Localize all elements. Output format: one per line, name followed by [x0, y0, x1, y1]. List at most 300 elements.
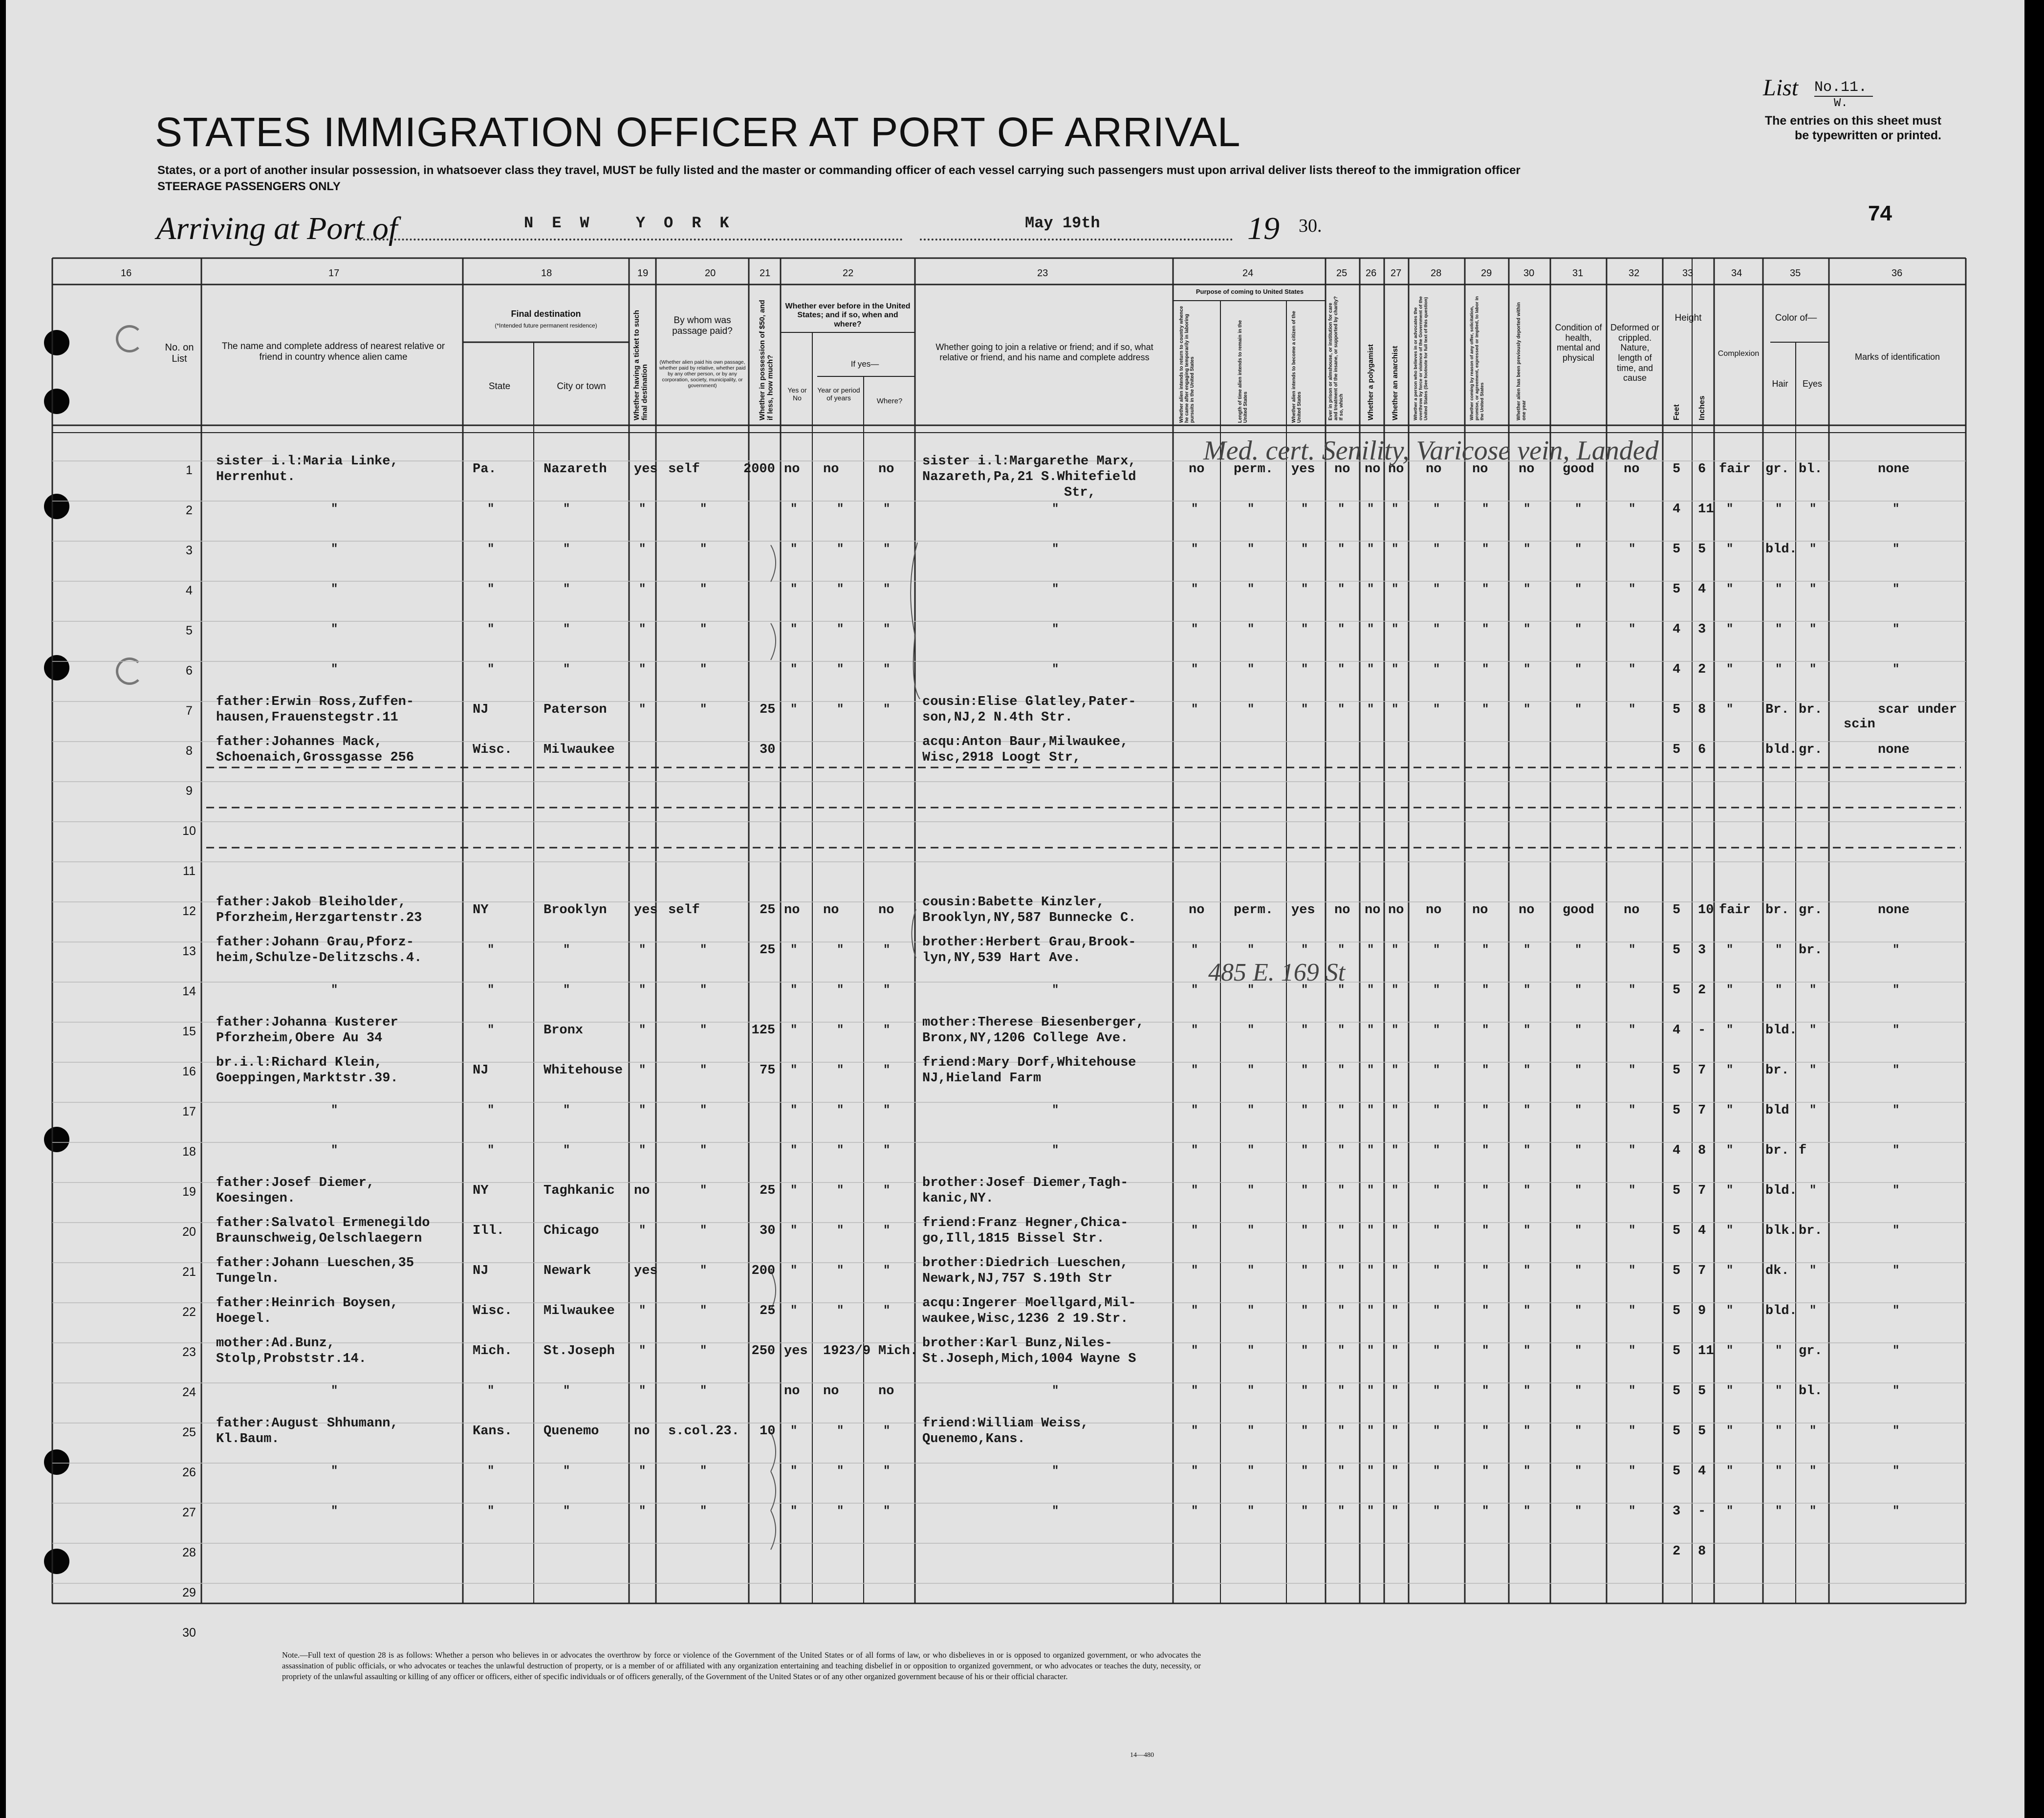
- ditto-mark: ": [1892, 1144, 1900, 1157]
- cell-join-1: mother:Therese Biesenberger,: [922, 1015, 1144, 1030]
- ditto-mark: ": [1247, 1384, 1255, 1398]
- cell-relative-1: father:Johannes Mack,: [216, 735, 383, 749]
- ditto-mark: ": [1338, 703, 1345, 716]
- cell-deformed: no: [1624, 462, 1640, 477]
- ditto-mark: ": [790, 703, 798, 716]
- ditto-mark: ": [1629, 623, 1636, 636]
- cell-join-1: cousin:Elise Glatley,Pater-: [922, 695, 1136, 709]
- cell-join-1: brother:Karl Bunz,Niles-: [922, 1336, 1112, 1351]
- ditto-mark: ": [563, 943, 570, 957]
- row-number: 15: [182, 1025, 196, 1038]
- ditto-mark: ": [1629, 503, 1636, 516]
- cell-state: NY: [473, 903, 489, 918]
- ditto-mark: ": [1392, 703, 1399, 716]
- ditto-mark: ": [563, 623, 570, 636]
- cell-inches: 6: [1698, 462, 1706, 477]
- cell-eyes: bl.: [1799, 462, 1823, 477]
- ditto-mark: ": [1809, 1304, 1817, 1317]
- ditto-mark: ": [1247, 543, 1255, 556]
- column-number: 18: [541, 268, 552, 279]
- ditto-mark: ": [1433, 984, 1440, 997]
- ditto-mark: ": [1247, 623, 1255, 636]
- ditto-mark: ": [1482, 1264, 1489, 1277]
- cell-relative-1: mother:Ad.Bunz,: [216, 1336, 335, 1351]
- ditto-mark: ": [790, 984, 798, 997]
- cell-inches: 5: [1698, 1424, 1706, 1439]
- ditto-mark: ": [1809, 1024, 1817, 1037]
- header-relative-address: The name and complete address of nearest relative or friend in country whence alien came: [221, 341, 445, 362]
- ditto-mark: ": [1726, 1424, 1734, 1438]
- ditto-mark: ": [331, 1465, 338, 1478]
- cell-money: 75: [760, 1063, 776, 1078]
- ditto-mark: ": [1575, 623, 1582, 636]
- column-number: 29: [1481, 268, 1492, 279]
- cell-relative-2: Pforzheim,Herzgartenstr.23: [216, 911, 422, 925]
- header-deported: Whether alien has been previously deported within one year: [1516, 302, 1527, 420]
- ditto-mark: ": [1809, 1264, 1817, 1277]
- ditto-mark: ": [883, 703, 891, 716]
- ditto-mark: ": [1367, 1224, 1374, 1237]
- column-number: 22: [843, 268, 854, 279]
- cell-hair: br.: [1765, 1143, 1789, 1158]
- cell-where: no: [878, 462, 894, 477]
- header-if-yes: If yes—: [850, 359, 879, 369]
- row-number: 21: [182, 1265, 196, 1279]
- ditto-mark: ": [639, 1144, 646, 1157]
- cell-relative-1: father:Josef Diemer,: [216, 1176, 375, 1190]
- ditto-mark: ": [1392, 583, 1399, 596]
- cell-eyes: gr.: [1799, 743, 1823, 757]
- cell-inches: 7: [1698, 1103, 1706, 1118]
- cell-feet: 5: [1673, 1183, 1681, 1198]
- arriving-label: Arriving at Port of: [156, 211, 398, 246]
- cell-join-1: brother:Diedrich Lueschen,: [922, 1256, 1129, 1270]
- cell-hair: bld.: [1765, 542, 1797, 557]
- ditto-mark: ": [1726, 1184, 1734, 1197]
- ditto-mark: ": [837, 1064, 844, 1077]
- cell-inches: 9: [1698, 1304, 1706, 1318]
- ditto-mark: ": [639, 943, 646, 957]
- header-anarchist: Whether an anarchist: [1391, 346, 1399, 420]
- ditto-mark: ": [1367, 943, 1374, 957]
- ditto-mark: ": [700, 943, 707, 957]
- ditto-mark: ": [1367, 1024, 1374, 1037]
- ditto-mark: ": [1726, 1024, 1734, 1037]
- header-hair: Hair: [1772, 379, 1788, 389]
- footnote: Note.—Full text of question 28 is as follows: Whether a person who believes in or advocates the overthrow by force or violence of the Government of the United States or of all forms of law, or who disbelieves in or is opposed to organized government, or who advocates the assassination of public officials, or who advocates or teaches the unlawful destruction of property, or is a member of or affiliated with any organization entertaining and teaching disbelief in or opposition to organized government, or who advocates or teaches the duty, necessity, or propriety of the unlawful assaulting or killing of any officer or officers, either of specific individuals or of officers generally, of the Government of the United States or of any other organized government because of his or their official character.: [282, 1650, 1201, 1681]
- ditto-mark: ": [790, 1184, 798, 1197]
- cell-money: 2000: [743, 462, 775, 477]
- header-final-destination-note: (*Intended future permanent residence): [495, 322, 597, 329]
- cell-city: Nazareth: [544, 462, 607, 477]
- ditto-mark: ": [790, 503, 798, 516]
- ditto-mark: ": [837, 1224, 844, 1237]
- ditto-mark: ": [563, 503, 570, 516]
- cell-year: no: [823, 462, 839, 477]
- ditto-mark: ": [639, 1024, 646, 1037]
- ditto-mark: ": [487, 1104, 495, 1117]
- ditto-mark: ": [1629, 1064, 1636, 1077]
- ditto-mark: ": [700, 1184, 707, 1197]
- header-purpose: Purpose of coming to United States: [1196, 288, 1304, 295]
- cell-feet: 4: [1673, 622, 1681, 637]
- ditto-mark: ": [1523, 984, 1531, 997]
- ditto-mark: ": [1726, 663, 1734, 676]
- ditto-mark: ": [1575, 1224, 1582, 1237]
- column-number: 21: [760, 268, 771, 279]
- cell-inches: 4: [1698, 1464, 1706, 1479]
- ditto-mark: ": [1629, 1384, 1636, 1398]
- ditto-mark: ": [1392, 623, 1399, 636]
- ditto-mark: ": [563, 1384, 570, 1398]
- ditto-mark: ": [1301, 623, 1308, 636]
- ditto-mark: ": [487, 1144, 495, 1157]
- ditto-mark: ": [1052, 663, 1059, 676]
- ditto-mark: ": [1301, 1465, 1308, 1478]
- ditto-mark: ": [1392, 1144, 1399, 1157]
- ditto-mark: ": [837, 1505, 844, 1518]
- row-number: 23: [182, 1345, 196, 1359]
- cell-feet: 5: [1673, 702, 1681, 717]
- cell-eyes: br.: [1799, 943, 1823, 958]
- ditto-mark: ": [1301, 1505, 1308, 1518]
- cell-marks: none: [1878, 903, 1910, 918]
- list-number: No.11.: [1814, 79, 1873, 97]
- cell-relative-2: Koesingen.: [216, 1191, 296, 1206]
- cell-join-1: brother:Josef Diemer,Tagh-: [922, 1176, 1129, 1190]
- cell-deported: no: [1519, 462, 1535, 477]
- ditto-mark: ": [1575, 703, 1582, 716]
- ditto-mark: ": [790, 623, 798, 636]
- ditto-mark: ": [1301, 943, 1308, 957]
- ditto-mark: ": [1052, 623, 1059, 636]
- row-number: 2: [186, 504, 193, 517]
- ditto-mark: ": [1726, 1304, 1734, 1317]
- cell-join-1: friend:William Weiss,: [922, 1416, 1089, 1431]
- cell-feet: 3: [1673, 1504, 1681, 1519]
- cell-where: Mich.: [878, 1344, 918, 1358]
- cell-marks: none: [1878, 462, 1910, 477]
- cell-join-1: brother:Herbert Grau,Brook-: [922, 935, 1136, 950]
- ditto-mark: ": [1191, 663, 1198, 676]
- ditto-mark: ": [1809, 503, 1817, 516]
- header-intends-return: Whether alien intends to return to country whence he came after engaging temporarily in laboring pursuits in the United States: [1179, 306, 1195, 423]
- ditto-mark: ": [837, 1144, 844, 1157]
- ditto-mark: ": [1629, 1104, 1636, 1117]
- ditto-mark: ": [1338, 1104, 1345, 1117]
- ditto-mark: ": [883, 1224, 891, 1237]
- cell-inches: 7: [1698, 1063, 1706, 1078]
- header-year: Year or period of years: [817, 386, 860, 402]
- cell-join-2: Brooklyn,NY,587 Bunnecke C.: [922, 911, 1136, 925]
- ditto-mark: ": [1191, 1184, 1198, 1197]
- cell-city: Bronx: [544, 1023, 584, 1038]
- list-suffix: W.: [1834, 97, 1848, 110]
- cell-citizen: yes: [1291, 903, 1315, 918]
- ditto-mark: ": [639, 1384, 646, 1398]
- ditto-mark: ": [1523, 583, 1531, 596]
- ditto-mark: ": [1301, 1304, 1308, 1317]
- ditto-mark: ": [1247, 1064, 1255, 1077]
- ditto-mark: ": [700, 543, 707, 556]
- ditto-mark: ": [1575, 1144, 1582, 1157]
- ditto-mark: ": [1247, 1104, 1255, 1117]
- ditto-mark: ": [1482, 1304, 1489, 1317]
- ditto-mark: ": [1247, 1505, 1255, 1518]
- cell-before: no: [784, 903, 800, 918]
- cell-feet: 5: [1673, 1304, 1681, 1318]
- ditto-mark: ": [1775, 1384, 1783, 1398]
- ditto-mark: ": [837, 623, 844, 636]
- ditto-mark: ": [487, 984, 495, 997]
- ditto-mark: ": [1367, 1304, 1374, 1317]
- ditto-mark: ": [1052, 1465, 1059, 1478]
- cell-relative-2: Kl.Baum.: [216, 1432, 280, 1446]
- ditto-mark: ": [1392, 1224, 1399, 1237]
- ditto-mark: ": [1575, 1184, 1582, 1197]
- cell-ticket: no: [634, 1183, 650, 1198]
- ditto-mark: ": [1433, 703, 1440, 716]
- ditto-mark: ": [1892, 943, 1900, 957]
- cell-year: no: [823, 1384, 839, 1399]
- cell-marks-2: scin: [1844, 717, 1875, 732]
- ditto-mark: ": [1523, 663, 1531, 676]
- cell-feet: 5: [1673, 1264, 1681, 1278]
- ditto-mark: ": [1726, 1465, 1734, 1478]
- ditto-mark: ": [1809, 1064, 1817, 1077]
- ditto-mark: ": [1892, 1264, 1900, 1277]
- entries-note-line: be typewritten or printed.: [1794, 129, 1941, 142]
- ditto-mark: ": [1191, 1505, 1198, 1518]
- header-prison: Ever in prison or almshouse, or institution for care and treatment of the insane, or supported by charity? If so, which: [1328, 296, 1344, 420]
- ditto-mark: ": [1523, 1024, 1531, 1037]
- ditto-mark: ": [1191, 1064, 1198, 1077]
- ditto-mark: ": [700, 1384, 707, 1398]
- ditto-mark: ": [883, 1104, 891, 1117]
- ditto-mark: ": [1892, 623, 1900, 636]
- ditto-mark: ": [1367, 984, 1374, 997]
- cell-inches: 8: [1698, 702, 1706, 717]
- cell-join-2: Nazareth,Pa,21 S.Whitefield: [922, 470, 1136, 484]
- ditto-mark: ": [487, 1465, 495, 1478]
- ditto-mark: ": [639, 1104, 646, 1117]
- ditto-mark: ": [700, 1505, 707, 1518]
- ditto-mark: ": [1482, 1024, 1489, 1037]
- cell-relative-1: father:Johann Grau,Pforz-: [216, 935, 414, 950]
- cell-health: good: [1563, 903, 1594, 918]
- ditto-mark: ": [1367, 1264, 1374, 1277]
- cell-feet: 5: [1673, 1384, 1681, 1399]
- ditto-mark: ": [639, 1064, 646, 1077]
- ditto-mark: ": [883, 1144, 891, 1157]
- cell-inches: 8: [1698, 1143, 1706, 1158]
- cell-inches: 4: [1698, 1224, 1706, 1238]
- ditto-mark: ": [1726, 1505, 1734, 1518]
- header-health: Condition of health, mental and physical: [1555, 323, 1602, 363]
- ditto-mark: ": [1809, 1505, 1817, 1518]
- header-length-of-stay: Length of time alien intends to remain in the United States: [1238, 320, 1248, 423]
- ditto-mark: ": [1301, 1184, 1308, 1197]
- row-number: 7: [186, 704, 193, 718]
- ditto-mark: ": [1338, 1144, 1345, 1157]
- ditto-mark: ": [1367, 663, 1374, 676]
- ditto-mark: ": [1301, 984, 1308, 997]
- ditto-mark: ": [1433, 583, 1440, 596]
- cell-inches: 3: [1698, 943, 1706, 958]
- ditto-mark: ": [1392, 1384, 1399, 1398]
- ditto-mark: ": [790, 583, 798, 596]
- cell-citizen: yes: [1291, 462, 1315, 477]
- ditto-mark: ": [883, 984, 891, 997]
- ditto-mark: ": [1191, 1224, 1198, 1237]
- ditto-mark: ": [790, 1304, 798, 1317]
- row-number: 11: [183, 864, 196, 878]
- ditto-mark: ": [1433, 1424, 1440, 1438]
- ditto-mark: ": [837, 1104, 844, 1117]
- ditto-mark: ": [1892, 543, 1900, 556]
- ditto-mark: ": [1247, 1224, 1255, 1237]
- cell-relative-2: Herrenhut.: [216, 470, 296, 484]
- cell-health: good: [1563, 462, 1594, 477]
- ditto-mark: ": [1338, 503, 1345, 516]
- ditto-mark: ": [1726, 1264, 1734, 1277]
- cell-city: Newark: [544, 1264, 591, 1278]
- ditto-mark: ": [1629, 1505, 1636, 1518]
- cell-anarch: no: [1388, 903, 1404, 918]
- ditto-mark: ": [1392, 1424, 1399, 1438]
- ditto-mark: ": [1191, 1384, 1198, 1398]
- ditto-mark: ": [790, 1104, 798, 1117]
- ditto-mark: ": [1575, 1104, 1582, 1117]
- header-feet: Feet: [1673, 404, 1681, 420]
- ditto-mark: ": [1367, 1344, 1374, 1358]
- ditto-mark: ": [1338, 1264, 1345, 1277]
- ditto-mark: ": [1809, 1104, 1817, 1117]
- ditto-mark: ": [1629, 1304, 1636, 1317]
- column-number: 17: [328, 268, 340, 279]
- column-number: 24: [1242, 268, 1254, 279]
- ditto-mark: ": [1247, 943, 1255, 957]
- ditto-mark: ": [487, 1024, 495, 1037]
- cell-c29: no: [1472, 903, 1488, 918]
- ditto-mark: ": [883, 1505, 891, 1518]
- ditto-mark: ": [1301, 1024, 1308, 1037]
- column-number: 28: [1431, 268, 1442, 279]
- cell-relative-1: father:Jakob Bleiholder,: [216, 895, 406, 910]
- row-number: 10: [182, 824, 196, 838]
- ditto-mark: ": [1392, 1064, 1399, 1077]
- ditto-mark: ": [1482, 1104, 1489, 1117]
- ditto-mark: ": [1433, 1505, 1440, 1518]
- column-number: 31: [1572, 268, 1584, 279]
- cell-relative-1: father:Johanna Kusterer: [216, 1015, 398, 1030]
- ditto-mark: ": [563, 543, 570, 556]
- manifest-sheet: [6, 0, 2024, 1818]
- ditto-mark: ": [331, 1144, 338, 1157]
- ditto-mark: ": [1482, 543, 1489, 556]
- cell-prison: no: [1334, 903, 1350, 918]
- ditto-mark: ": [1726, 984, 1734, 997]
- ditto-mark: ": [1482, 583, 1489, 596]
- cell-state: NJ: [473, 1063, 489, 1078]
- ditto-mark: ": [1629, 583, 1636, 596]
- ditto-mark: ": [1482, 623, 1489, 636]
- ditto-mark: ": [883, 503, 891, 516]
- ditto-mark: ": [790, 1424, 798, 1438]
- cell-eyes: bl.: [1799, 1384, 1823, 1399]
- cell-feet: 2: [1673, 1544, 1681, 1559]
- ditto-mark: ": [487, 943, 495, 957]
- ditto-mark: ": [1367, 543, 1374, 556]
- cell-relative-1: father:Erwin Ross,Zuffen-: [216, 695, 414, 709]
- ditto-mark: ": [487, 1505, 495, 1518]
- ditto-mark: ": [1575, 1505, 1582, 1518]
- cell-inches: 8: [1698, 1544, 1706, 1559]
- row-number: 19: [182, 1185, 196, 1199]
- ditto-mark: ": [1629, 984, 1636, 997]
- ditto-mark: ": [331, 503, 338, 516]
- ditto-mark: ": [563, 984, 570, 997]
- header-question-29: Whether coming by reason of any offer, solicitation, promise, or agreement, expressed or implied, to labor in the United States: [1469, 296, 1485, 420]
- cell-hair: br.: [1765, 903, 1789, 918]
- ditto-mark: ": [1247, 1304, 1255, 1317]
- cell-ticket: no: [634, 1424, 650, 1439]
- ditto-mark: ": [1191, 1465, 1198, 1478]
- cell-feet: 5: [1673, 542, 1681, 557]
- ditto-mark: ": [1892, 1024, 1900, 1037]
- cell-relative-2: Hoegel.: [216, 1312, 272, 1326]
- ditto-mark: ": [883, 583, 891, 596]
- cell-feet: 5: [1673, 1464, 1681, 1479]
- ditto-mark: ": [1892, 1304, 1900, 1317]
- ditto-mark: ": [1726, 1064, 1734, 1077]
- ditto-mark: ": [1301, 1384, 1308, 1398]
- ditto-mark: ": [837, 703, 844, 716]
- cell-return: no: [1189, 462, 1205, 477]
- ditto-mark: ": [1247, 1184, 1255, 1197]
- ditto-mark: ": [1301, 1144, 1308, 1157]
- ditto-mark: ": [1575, 543, 1582, 556]
- cell-state: Pa.: [473, 462, 497, 477]
- ditto-mark: ": [1629, 1184, 1636, 1197]
- cell-eyes: f: [1799, 1143, 1807, 1158]
- ditto-mark: ": [1523, 1505, 1531, 1518]
- ditto-mark: ": [1482, 1344, 1489, 1358]
- column-number: 16: [121, 268, 132, 279]
- cell-marks: scar under: [1878, 702, 1957, 717]
- ditto-mark: ": [790, 1224, 798, 1237]
- ditto-mark: ": [1433, 1144, 1440, 1157]
- header-passage-paid: By whom was passage paid?: [672, 315, 733, 336]
- row-number: 1: [186, 463, 193, 477]
- ditto-mark: ": [1575, 1465, 1582, 1478]
- column-number: 35: [1790, 268, 1801, 279]
- cell-join-1: cousin:Babette Kinzler,: [922, 895, 1105, 910]
- header-height: Height: [1674, 313, 1702, 323]
- cell-relative-2: Stolp,Probststr.14.: [216, 1352, 367, 1366]
- year-prefix: 19: [1247, 211, 1280, 246]
- ditto-mark: ": [790, 1264, 798, 1277]
- ditto-mark: ": [1892, 984, 1900, 997]
- ditto-mark: ": [1301, 1424, 1308, 1438]
- steerage-label: STEERAGE PASSENGERS ONLY: [157, 180, 341, 193]
- cell-hair: Br.: [1765, 702, 1789, 717]
- ditto-mark: ": [1052, 1384, 1059, 1398]
- ditto-mark: ": [1629, 703, 1636, 716]
- ditto-mark: ": [1433, 1104, 1440, 1117]
- row-number: 28: [182, 1546, 196, 1559]
- header-question-28: Whether a person who believes in or advocates the overthrow by force or violence of the Government of the United States (See footnote for full text of this question): [1413, 296, 1429, 420]
